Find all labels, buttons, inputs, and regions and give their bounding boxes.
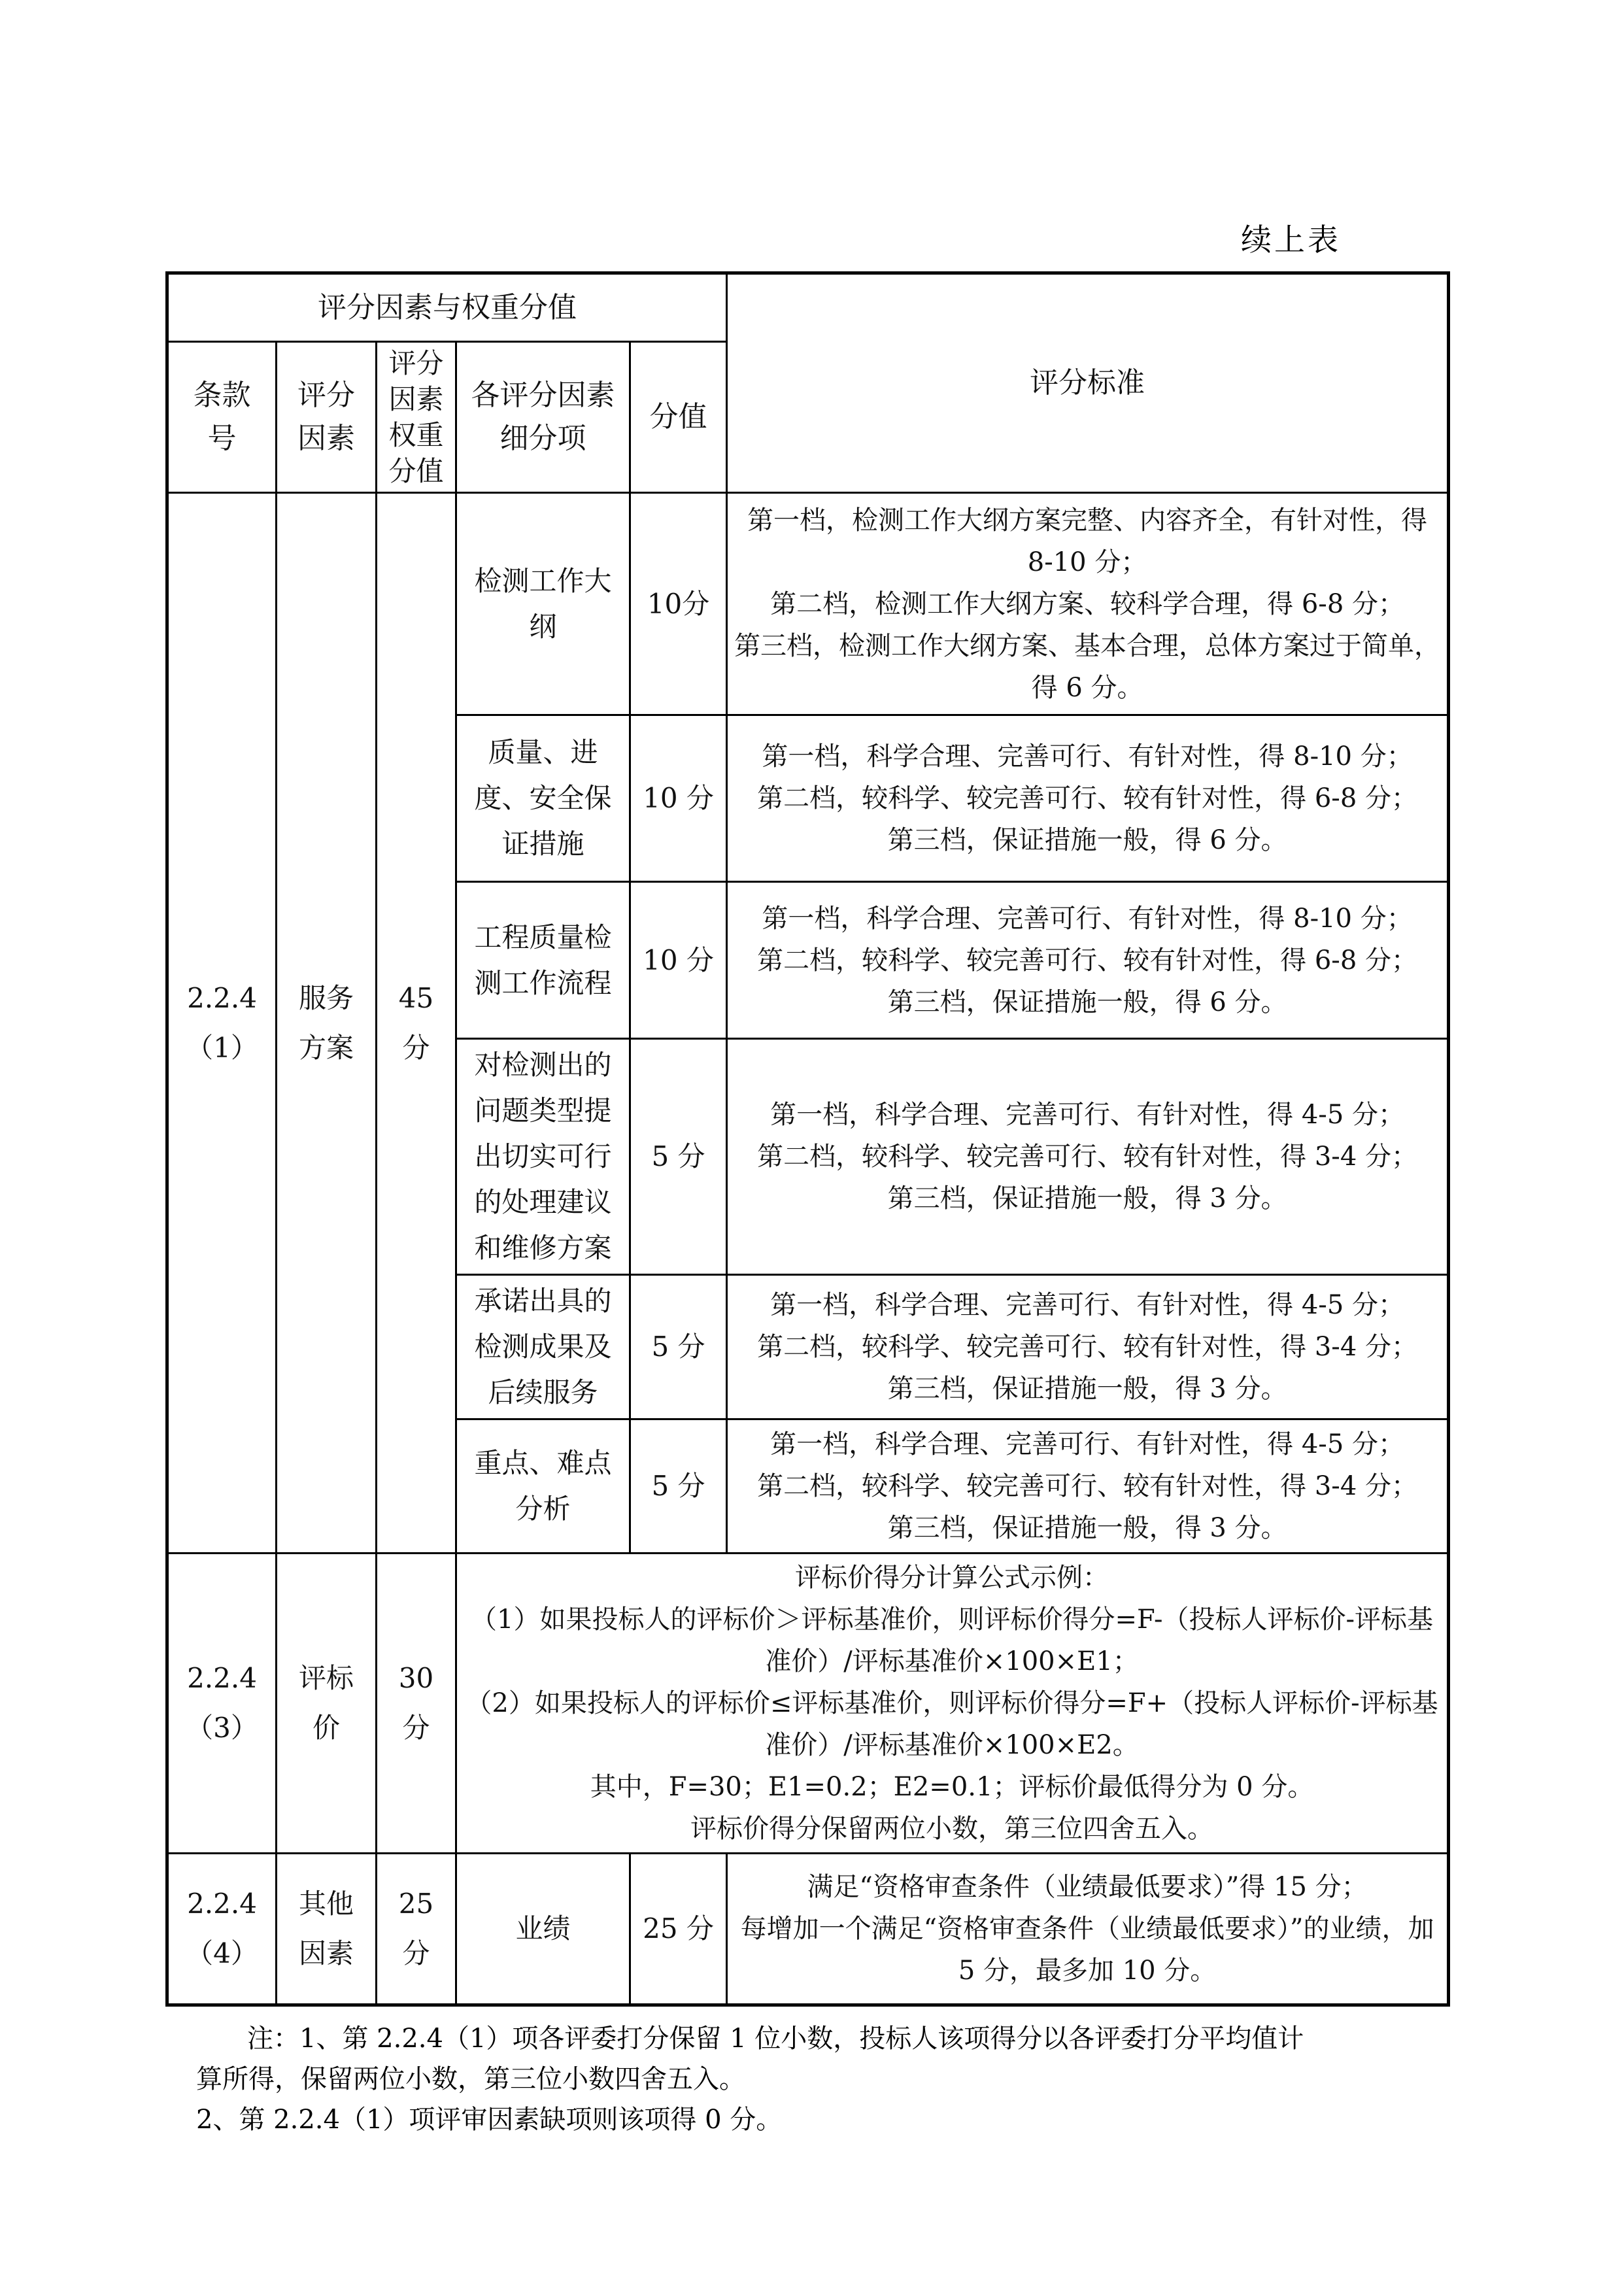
clause-cell-224-3: 2.2.4 （3） xyxy=(167,1554,277,1854)
col-header-score: 分值 xyxy=(630,342,727,493)
header-criteria-title: 评分标准 xyxy=(727,273,1449,493)
factor-cell-other: 其他 因素 xyxy=(277,1854,377,2005)
header-factors-weight-title: 评分因素与权重分值 xyxy=(167,273,727,342)
weight-cell-25: 25 分 xyxy=(377,1854,456,2005)
criteria-cell: 第一档，科学合理、完善可行、有针对性，得 4-5 分； 第二档，较科学、较完善可行、较有针对性，得 3-4 分； 第三档，保证措施一般，得 3 分。 xyxy=(727,1039,1449,1275)
criteria-cell: 第一档，科学合理、完善可行、有针对性，得 4-5 分； 第二档，较科学、较完善可行、较有针对性，得 3-4 分； 第三档，保证措施一般，得 3 分。 xyxy=(727,1275,1449,1419)
table-content-area xyxy=(165,271,1448,2140)
col-header-sub-item: 各评分因素 细分项 xyxy=(456,342,630,493)
col-header-factor: 评分 因素 xyxy=(277,342,377,493)
sub-item-cell: 承诺出具的检测成果及后续服务 xyxy=(456,1275,630,1419)
sub-item-cell: 工程质量检测工作流程 xyxy=(456,882,630,1039)
note-line-2: 算所得，保留两位小数，第三位小数四舍五入。 xyxy=(196,2064,745,2094)
score-cell: 10分 xyxy=(630,493,727,715)
score-cell: 10 分 xyxy=(630,715,727,882)
table-notes xyxy=(165,2018,1447,2140)
criteria-cell: 第一档，检测工作大纲方案完整、内容齐全，有针对性，得 8-10 分； 第二档，检测工作大纲方案、较科学合理，得 6-8 分； 第三档，检测工作大纲方案、基本合理，总体方案过于简单，得 6 分。 xyxy=(727,493,1449,715)
weight-cell-45: 45 分 xyxy=(377,493,456,1554)
criteria-cell: 第一档，科学合理、完善可行、有针对性，得 4-5 分； 第二档，较科学、较完善可行、较有针对性，得 3-4 分； 第三档，保证措施一般，得 3 分。 xyxy=(727,1419,1449,1554)
clause-cell-224-1: 2.2.4 （1） xyxy=(167,493,277,1554)
table-row xyxy=(167,1554,1449,1854)
sub-item-cell: 业绩 xyxy=(456,1854,630,2005)
criteria-cell-bid-price-formula: 评标价得分计算公式示例： （1）如果投标人的评标价＞评标基准价，则评标价得分=F-（投标人评标价-评标基准价）/评标基准价×100×E1； （2）如果投标人的评标价≤评标基准价，则评标价得分=F+（投标人评标价-评标基准价）/评标基准价×100×E2。 其中，F=30；E1=0.2；E2=0.1；评标价最低得分为 0 分。 评标价得分保留两位小数，第三位四舍五入。 xyxy=(456,1554,1449,1854)
continuation-label: 续上表 xyxy=(1241,222,1341,258)
col-header-clause-no: 条款 号 xyxy=(167,342,277,493)
factor-cell-bid-price: 评标 价 xyxy=(277,1554,377,1854)
factor-cell-service-plan: 服务 方案 xyxy=(277,493,377,1554)
weight-cell-30: 30 分 xyxy=(377,1554,456,1854)
sub-item-cell: 检测工作大纲 xyxy=(456,493,630,715)
note-line-1: 注：1、第 2.2.4（1）项各评委打分保留 1 位小数，投标人该项得分以各评委打分平均值计 xyxy=(247,2024,1304,2054)
criteria-cell: 第一档，科学合理、完善可行、有针对性，得 8-10 分； 第二档，较科学、较完善可行、较有针对性，得 6-8 分； 第三档，保证措施一般，得 6 分。 xyxy=(727,715,1449,882)
header-row-1 xyxy=(167,273,1449,342)
criteria-cell: 第一档，科学合理、完善可行、有针对性，得 8-10 分； 第二档，较科学、较完善可行、较有针对性，得 6-8 分； 第三档，保证措施一般，得 6 分。 xyxy=(727,882,1449,1039)
criteria-cell: 满足“资格审查条件（业绩最低要求）”得 15 分； 每增加一个满足“资格审查条件（业绩最低要求）”的业绩，加 5 分，最多加 10 分。 xyxy=(727,1854,1449,2005)
sub-item-cell: 质量、进度、安全保证措施 xyxy=(456,715,630,882)
table-row xyxy=(167,493,1449,715)
clause-cell-224-4: 2.2.4 （4） xyxy=(167,1854,277,2005)
score-cell: 5 分 xyxy=(630,1419,727,1554)
sub-item-cell: 重点、难点分析 xyxy=(456,1419,630,1554)
note-line-3: 2、第 2.2.4（1）项评审因素缺项则该项得 0 分。 xyxy=(196,2105,783,2135)
table-row xyxy=(167,1854,1449,2005)
sub-item-cell: 对检测出的问题类型提出切实可行的处理建议和维修方案 xyxy=(456,1039,630,1275)
col-header-weight: 评分 因素 权重 分值 xyxy=(377,342,456,493)
score-cell: 25 分 xyxy=(630,1854,727,2005)
score-cell: 5 分 xyxy=(630,1275,727,1419)
scoring-table xyxy=(165,271,1450,2007)
score-cell: 10 分 xyxy=(630,882,727,1039)
score-cell: 5 分 xyxy=(630,1039,727,1275)
